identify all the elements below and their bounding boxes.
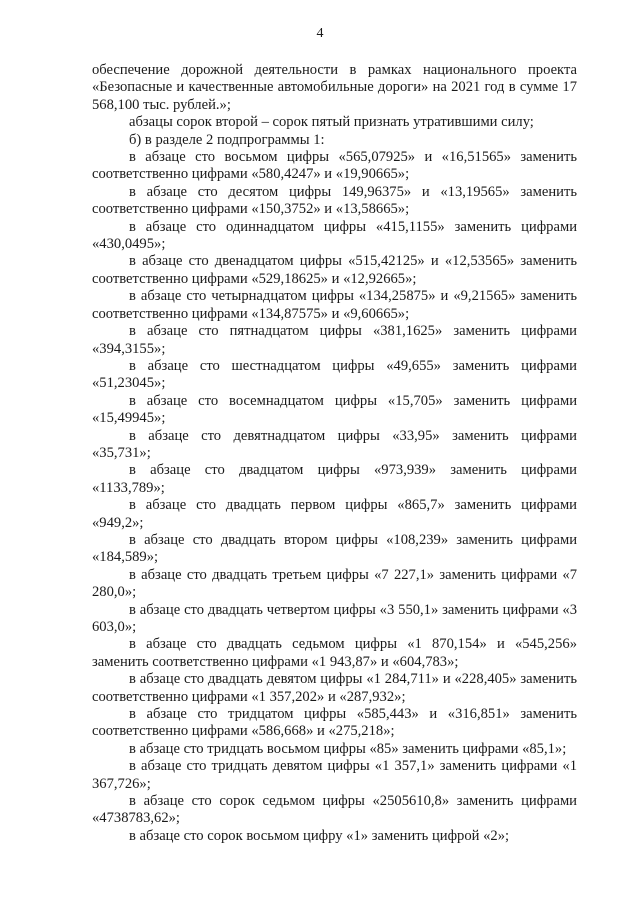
paragraph: в абзаце сто двадцать втором цифры «108,239» заменить цифрами «184,589»;: [92, 531, 577, 566]
paragraph: в абзаце сто шестнадцатом цифры «49,655» заменить цифрами «51,23045»;: [92, 357, 577, 392]
paragraph: в абзаце сто тридцатом цифры «585,443» и «316,851» заменить соответственно цифрами «586,668» и «275,218»;: [92, 706, 577, 740]
paragraph: в абзаце сто двадцать девятом цифры «1 284,711» и «228,405» заменить соответственно цифрами «1 357,202» и «287,932»;: [92, 671, 577, 705]
document-body: [92, 62, 577, 845]
paragraph: обеспечение дорожной деятельности в рамках национального проекта «Безопасные и качественные автомобильные дороги» на 2021 год в сумме 17 568,100 тыс. рублей.»;: [92, 62, 577, 113]
paragraph: в абзаце сто девятнадцатом цифры «33,95» заменить цифрами «35,731»;: [92, 427, 577, 461]
paragraph: в абзаце сто восьмом цифры «565,07925» и «16,51565» заменить соответственно цифрами «580,4247» и «19,90665»;: [92, 149, 577, 183]
paragraph: в абзаце сто двадцать первом цифры «865,7» заменить цифрами «949,2»;: [92, 497, 577, 531]
paragraph: в абзаце сто двадцать четвертом цифры «3 550,1» заменить цифрами «3 603,0»;: [92, 601, 577, 635]
paragraph: в абзаце сто двенадцатом цифры «515,42125» и «12,53565» заменить соответственно цифрами «529,18625» и «12,92665»;: [92, 253, 577, 287]
paragraph: в абзаце сто тридцать девятом цифры «1 357,1» заменить цифрами «1 367,726»;: [92, 758, 577, 792]
page-number: 4: [316, 26, 324, 41]
paragraph: в абзаце сто сорок седьмом цифры «2505610,8» заменить цифрами «4738783,62»;: [92, 793, 577, 827]
paragraph: в абзаце сто двадцать третьем цифры «7 227,1» заменить цифрами «7 280,0»;: [92, 566, 577, 601]
paragraph: б) в разделе 2 подпрограммы 1:: [129, 131, 325, 148]
paragraph: в абзаце сто тридцать восьмом цифры «85» заменить цифрами «85,1»;: [129, 740, 567, 757]
paragraph: в абзаце сто четырнадцатом цифры «134,25875» и «9,21565» заменить соответственно цифрами «134,87575» и «9,60665»;: [92, 288, 577, 322]
paragraph: в абзаце сто восемнадцатом цифры «15,705» заменить цифрами «15,49945»;: [92, 392, 577, 427]
paragraph: абзацы сорок второй – сорок пятый признать утратившими силу;: [129, 114, 534, 131]
paragraph: в абзаце сто двадцать седьмом цифры «1 870,154» и «545,256» заменить соответственно цифрами «1 943,87» и «604,783»;: [92, 636, 577, 670]
paragraph: в абзаце сто одиннадцатом цифры «415,1155» заменить цифрами «430,0495»;: [92, 218, 577, 253]
paragraph: в абзаце сто пятнадцатом цифры «381,1625» заменить цифрами «394,3155»;: [92, 323, 577, 357]
paragraph: в абзаце сто сорок восьмом цифру «1» заменить цифрой «2»;: [129, 827, 510, 844]
paragraph: в абзаце сто двадцатом цифры «973,939» заменить цифрами «1133,789»;: [92, 462, 577, 496]
paragraph: в абзаце сто десятом цифры 149,96375» и «13,19565» заменить соответственно цифрами «150,3752» и «13,58665»;: [92, 183, 577, 218]
